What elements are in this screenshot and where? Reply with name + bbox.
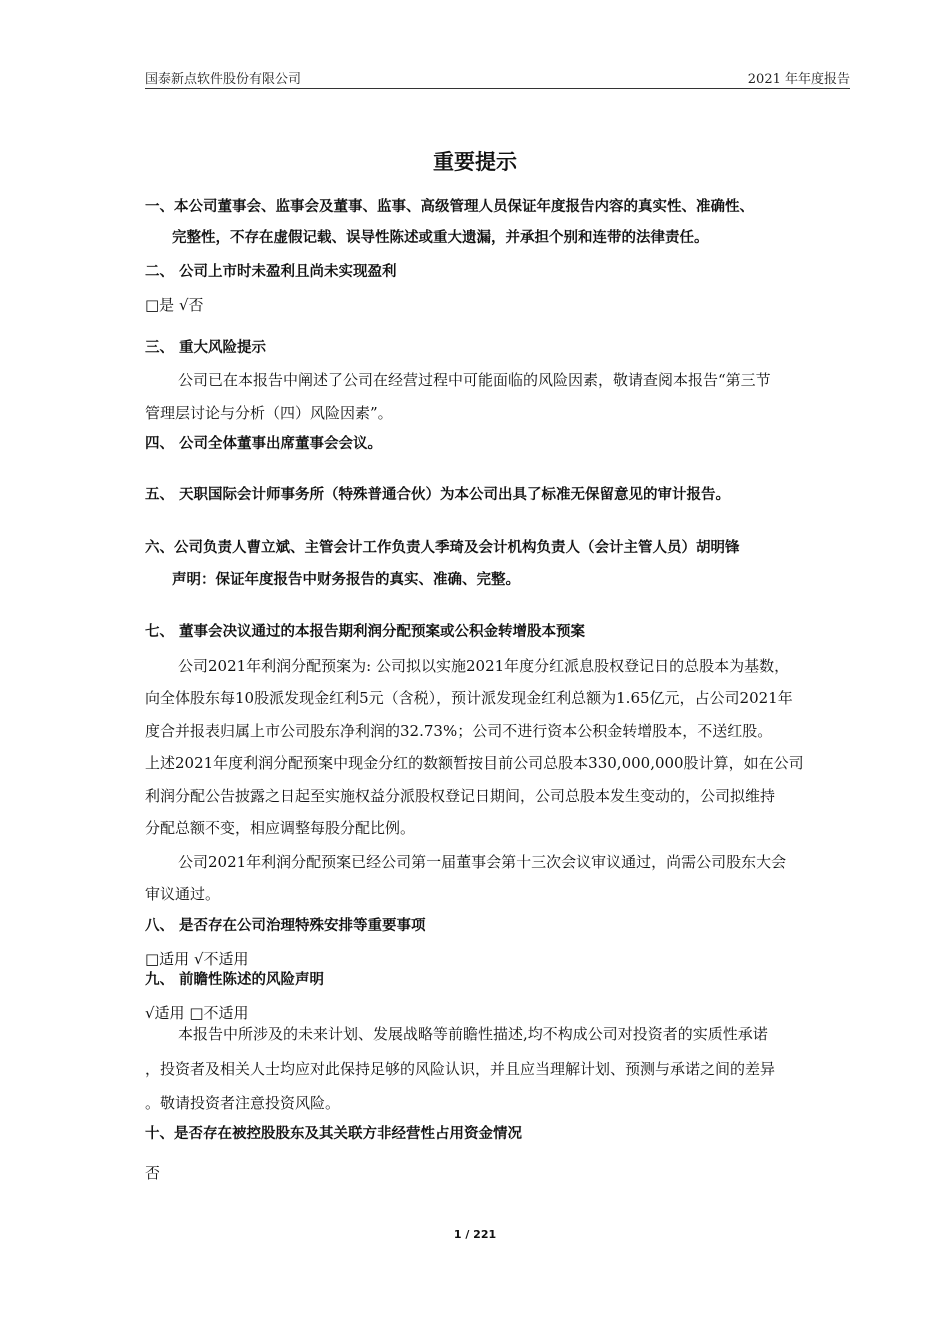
- item-9-answer: √适用 □不适用: [145, 1004, 249, 1022]
- item-9-heading: 九、 前瞻性陈述的风险声明: [145, 972, 325, 988]
- item-1-line-2: 完整性，不存在虚假记载、误导性陈述或重大遗漏，并承担个别和连带的法律责任。: [172, 230, 709, 246]
- header-company: 国泰新点软件股份有限公司: [145, 72, 302, 87]
- item-9-para-line-2: ，投资者及相关人士均应对此保持足够的风险认识，并且应当理解计划、预测与承诺之间的差异: [145, 1060, 776, 1078]
- item-9-para-line-3: 。敬请投资者注意投资风险。: [145, 1094, 341, 1112]
- item-8-answer: □适用 √不适用: [145, 950, 249, 968]
- item-8-heading: 八、 是否存在公司治理特殊安排等重要事项: [145, 918, 426, 934]
- item-7-para-line-1: 公司2021年利润分配预案为: 公司拟以实施2021年度分红派息股权登记日的总股本为基数，: [178, 657, 790, 675]
- item-6-line-1: 六、公司负责人曹立斌、主管会计工作负责人季琦及会计机构负责人（会计主管人员）胡明锋: [145, 540, 740, 556]
- item-7-heading: 七、 董事会决议通过的本报告期利润分配预案或公积金转增股本预案: [145, 624, 586, 640]
- item-9-para-line-1: 本报告中所涉及的未来计划、发展战略等前瞻性描述,均不构成公司对投资者的实质性承诺: [178, 1025, 768, 1043]
- item-7-para2-line-2: 审议通过。: [145, 885, 221, 903]
- item-4-text: 四、 公司全体董事出席董事会会议。: [145, 436, 383, 452]
- item-5-text: 五、 天职国际会计师事务所（特殊普通合伙）为本公司出具了标准无保留意见的审计报告。: [145, 487, 731, 503]
- item-3-heading: 三、 重大风险提示: [145, 340, 267, 356]
- item-2-heading: 二、 公司上市时未盈利且尚未实现盈利: [145, 264, 397, 280]
- item-7-para-line-5: 利润分配公告披露之日起至实施权益分派股权登记日期间，公司总股本发生变动的，公司拟维持: [145, 787, 776, 805]
- item-10-heading: 十、是否存在被控股股东及其关联方非经营性占用资金情况: [145, 1126, 522, 1142]
- item-6-line-2: 声明：保证年度报告中财务报告的真实、准确、完整。: [172, 572, 520, 588]
- item-7-para-line-2: 向全体股东每10股派发现金红利5元（含税），预计派发现金红利总额为1.65亿元，占公司2021年: [145, 689, 793, 707]
- item-2-answer: □是 √否: [145, 296, 204, 314]
- section-title: 重要提示: [433, 150, 517, 174]
- item-7-para-line-4: 上述2021年度利润分配预案中现金分红的数额暂按目前公司总股本330,000,000股计算，如在公司: [145, 754, 804, 772]
- item-7-para-line-6: 分配总额不变，相应调整每股分配比例。: [145, 819, 416, 837]
- page-header: [145, 66, 850, 89]
- item-3-para-line-2: 管理层讨论与分析（四）风险因素”。: [145, 404, 393, 422]
- item-3-para-line-1: 公司已在本报告中阐述了公司在经营过程中可能面临的风险因素，敬请查阅本报告“第三节: [178, 371, 771, 389]
- item-1-line-1: 一、本公司董事会、监事会及董事、监事、高级管理人员保证年度报告内容的真实性、准确性、: [145, 199, 754, 215]
- page-number: 1 / 221: [453, 1228, 497, 1241]
- item-7-para2-line-1: 公司2021年利润分配预案已经公司第一届董事会第十三次会议审议通过，尚需公司股东大会: [178, 853, 787, 871]
- header-report-title: 2021 年年度报告: [747, 72, 850, 87]
- item-10-answer: 否: [145, 1164, 161, 1182]
- item-7-para-line-3: 度合并报表归属上市公司股东净利润的32.73%；公司不进行资本公积金转增股本，不送红股。: [145, 722, 773, 740]
